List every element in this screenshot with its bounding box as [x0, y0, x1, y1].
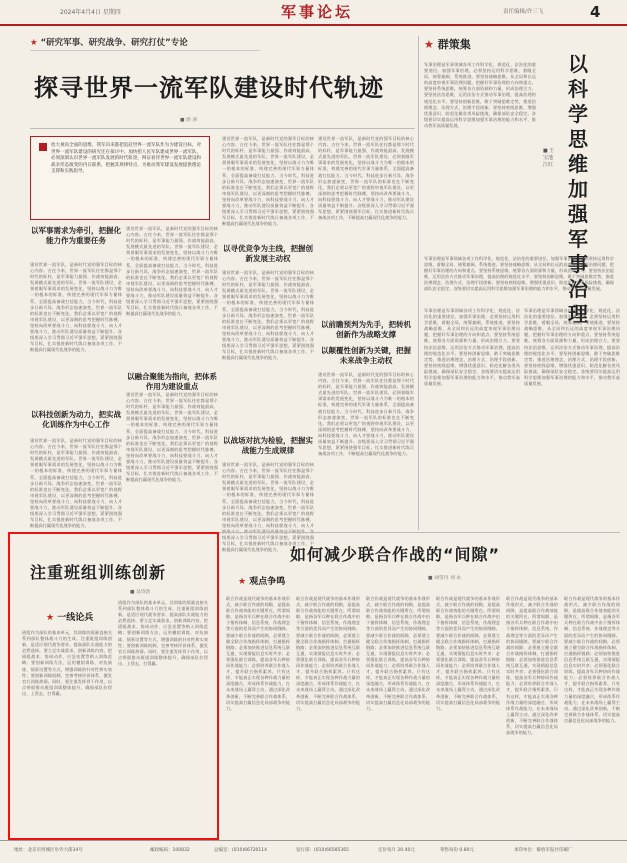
right-column-title: 以科学思维加强军事治理: [568, 52, 588, 326]
intro-marker: [39, 143, 47, 151]
section-heading-1: 以军事需求为牵引，把握化能力作为重要任务: [31, 226, 121, 245]
bottom-left-column-name: [46, 610, 93, 623]
bottom-right-body-b: 联合作战是现代战争的基本作战形式，减少联合作战的间隙，是提高联合作战效能的关键所在。所谓间隙，是指各军兵种在联合作战中由于指挥体制、信息系统、作战理念等方面的差异而产生的协同缝隙。要减少联合作战的间隙，必须建立健全联合作战指挥体制，打通指挥链路；必须加快推进信息系统互联互通，实现情报信息实时共享；必须强化联合训练，提高各军兵种协同作战能力；必须培养联合作战人才，提升联合指挥素养。只有这样，才能真正实现各种作战力量的深度融合，形成体系作战能力，在未来战场上赢得主动。通过深化改革创新，不断完善联合作战体系，切实提高打赢信息化局部战争的能力。: [296, 596, 360, 711]
column-tag: [30, 36, 260, 51]
star-icon: ★: [424, 38, 434, 51]
bottom-right-byline: ■ 刘雪丹 刘 永: [428, 576, 462, 581]
main-article-body-col3c: 建设世界一流军队，是新时代党的强军目标的核心内容。古往今来，世界一流军队往往都是那个时代的标杆，是军事能力最强、作战效能最高、发展模式最先进的军队。世界一流军队建设，必须着眼军事需求的发展变化，坚持以战斗力为唯一的根本的标准，构建完善的现代军事力量体系，全面提高备战打仗能力。当今时代，科技进步日新月异，战争形态加速演变，世界一流军队的标准也在不断变化。我们必须以更宽广的视野审视军队建设，以更深刻的思考把握时代脉搏，坚持向改革要战斗力、向科技要战斗力、向人才 级要深入学习贯彻习近平强军思想，紧紧围绕强军目标，扎实推进新时代练兵备战各项工作，不断提高打赢现代化战争的能力。: [222, 462, 314, 553]
page-number: 4: [590, 3, 601, 21]
footer-price-daily: 零售每份 0.80元: [440, 848, 474, 853]
footer-printer: 承印单位：解放军报社印刷厂: [514, 848, 573, 853]
main-article-body-col4b: 建设世界一流军队，是新时代党的强军目标的核心内容。古往今来，世界一流军队往往都是那个时代的标杆，是军事能力最强、作战效能最高、发展模式最先进的军队。世界一流军队建设，必须着眼军事需求的发展变化，坚持以战斗力为唯一的根本的标准，构建完善的现代军事力量体系，全面提高备战打仗能力。当今时代，科技进步日新月异，战争形态加速演变，世界一流军队的标准也在不断变化。我们必须以更宽广的视野审视军队建设，以更深刻的思考把握时代脉搏，坚持向改革要战斗力、向科技要战斗力、向人才要战斗力，推动军队建设质量效益不断提升。各级要深入学习贯彻习近平强军思想，紧紧围绕强军目标，扎实推进新时代练兵备战各项工作，不断提高打赢现代化战争的能力。: [318, 372, 414, 457]
column-divider: [418, 36, 419, 530]
main-article-body-col1a: 建设世界一流军队，是新时代党的强军目标的核心内容。古往今来，世界一流军队往往都是那个时代的标杆，是军事能力最强、作战效能最高、发展模式最先进的军队。世界一流军队建设，必须着眼军事需求的发展变化，坚持以战斗力为唯一的根本的标准，构建完善的现代军事力量体系，全面提高备战打仗能力。当今时代，科技进步日新月异，战争形态加速演变，世界一流军队的标准也在不断变化。我们必须以更宽广的视野审视军队建设，以更深刻的思考把握时代脉搏，坚持向改革要战斗力、向科技要战斗力、向人才要战斗力，推动军队建设质量效益不断提升。各级要深入学习贯彻习近平强军思想，紧紧围绕强军目标，扎实推进新时代练兵备战各项工作，不断提高打赢现代化战争的能力。: [30, 262, 122, 353]
main-article-body-col2b: 建设世界一流军队，是新时代党的强军目标的核心内容。古往今来，世界一流军队往往都是那个时代的标杆，是军事能力最强、作战效能最高、发展模式最先进的军队。世界一流军队建设，必须着眼军事需求的发展变化，坚持以战斗力为唯一的根本的标准，构建完善的现代军事力量体系，全面提高备战打仗能力。当今时代，科技进步日新月异，战争形态加速演变，世界一流军队的标准也在不断变化。我们必须以更宽广的视野审视军队建设，以更深刻的思考把握时代脉搏，坚持向改革要战斗力、向科技要战斗力、向人才要战斗力，推动军队建设质量效益不断提升。各级要深入学习贯彻习近平强军思想，紧紧围绕强军目标，扎实推进新时代练兵备战各项工作，不断提高打赢现代化战争的能力。: [126, 392, 218, 483]
bottom-right-body-c: 联合作战是现代战争的基本作战形式，减少联合作战的间隙，是提高联合作战效能的关键所在。所谓间隙，是指各军兵种在联合作战中由于指挥体制、信息系统、作战理念等方面的差异而产生的协同缝隙。要减少联合作战的间隙，必须建立健全联合作战指挥体制，打通指挥链路；必须加快推进信息系统互联互通，实现情报信息实时共享；必须强化联合训练，提高各军兵种协同作战能力；必须培养联合作战人才，提升联合指挥素养。只有这样，才能真正实现各种作战力量的深度融合，形成体系作战能力，在未来战场上赢得主动。通过深化改革创新，不断完善联合作战体系，切实提高打赢信息化局部战争的能力。: [366, 596, 430, 711]
main-article-body-col4a: 建设世界一流军队，是新时代党的强军目标的核心内容。古往今来，世界一流军队往往都是那个时代的标杆，是军事能力最强、作战效能最高、发展模式最先进的军队。世界一流军队建设，必须着眼军事需求的发展变化，坚持以战斗力为唯一的根本的标准，构建完善的现代军事力量体系，全面提高备战打仗能力。当今时代，科技进步日新月异，战争形态加速演变，世界一流军队的标准也在不断变化。我们必须以更宽广的视野审视军队建设，以更深刻的思考把握时代脉搏，坚持向改革要战斗力、向科技要战斗力、向人才要战斗力，推动军队建设质量效益不断提升。各级要深入学习贯彻习近平强军思想，紧紧围绕强军目标，扎实推进新时代练兵备战各项工作，不断提高打赢现代化战争的能力。: [318, 136, 414, 221]
page-editors: 责任编辑/许三飞: [503, 9, 544, 15]
right-column-body-c: 军事治理是军事领域各项工作科学化、规范化、法治化的重要途径。加强军事治理，必须坚持运用科学思维，着眼全局，统筹兼顾，系统推进。要坚持战略思维，从全局和长远的高度审视军事治理问题，把握好军事治理的方向和重点。要坚持系统思维，统筹各方面资源和力量，形成治理合力。要坚持法治思维，运用法治方式推动军事治理，提高治理的规范化水平。要坚持创新思维，敢于突破思维定势，推进治理理念、治理方式、治理手段创新。要坚持底线思维，增强忧患意识，防范化解各类风险挑战，确保部队安全稳定。各级要切实提高运用科学思维加强军事治理的能力和水平，推动我军高质量发展。: [424, 308, 520, 387]
main-article-title: 探寻世界一流军队建设时代轨迹: [34, 74, 384, 102]
footer-price-monthly: 定价每月 20.40元: [378, 848, 415, 853]
section-heading-6: 以前瞻预判为先手，把转机创新作为战略支撑: [321, 320, 411, 339]
star-icon: ★: [238, 577, 247, 587]
star-icon: ★: [30, 38, 38, 48]
page-masthead: 军事论坛: [280, 3, 353, 21]
main-article-byline: ■ 徐 涛: [180, 118, 198, 123]
right-column-body-a: 军事治理是军事领域各项工作科学化、规范化、法治化的重要途径。加强军事治理，必须坚持运用科学思维，着眼全局，统筹兼顾，系统推进。要坚持战略思维，从全局和长远的高度审视军事治理问题，把握好军事治理的方向和重点。要坚持系统思维，统筹各方面资源和力量，形成治理合力。要坚持法治思维，运用法治方式推动军事治理，提高治理的规范化水平。要坚持创新思维，敢于突破思维定势，推进治理理念、治理方式、治理手段创新。要坚持底线思维，增强忧患意识，防范化解各类风险挑战，确保部队安全稳定。各级要切实提高运用科学思维加强军事治理的能力和水平，推动我军高质量发展。: [424, 62, 536, 128]
bottom-right-title: 如何减少联合作战的“间隙”: [290, 545, 501, 564]
section-heading-4: 以寻优竞争为主线，把握创新发展主动权: [223, 244, 313, 263]
right-column-body-d: 军事治理是军事领域各项工作科学化、规范化、法治化的重要途径。加强军事治理，必须坚持运用科学思维，着眼全局，统筹兼顾，系统推进。要坚持战略思维，从全局和长远的高度审视军事治理问题，把握好军事治理的方向和重点。要坚持系统思维，统筹各方面资源和力量，形成治理合力。要坚持法治思维，运用法治方式推动军事治理，提高治理的规范化水平。要坚持创新思维，敢于突破思维定势，推进治理理念、治理方式、治理手段创新。要坚持底线思维，增强忧患意识，防范化解各类风险挑战，确保部队安全稳定。各级要切实提高运用科学思维加强军事治理的能力和水平，推动我军高质量发展。: [524, 308, 620, 387]
main-article-body-col2a: 建设世界一流军队，是新时代党的强军目标的核心内容。古往今来，世界一流军队往往都是那个时代的标杆，是军事能力最强、作战效能最高、发展模式最先进的军队。世界一流军队建设，必须着眼军事需求的发展变化，坚持以战斗力为唯一的根本的标准，构建完善的现代军事力量体系，全面提高备战打仗能力。当今时代，科技进步日新月异，战争形态加速演变，世界一流军队的标准也在不断变化。我们必须以更宽广的视野审视军队建设，以更深刻的思考把握时代脉搏，坚持向改革要战斗力、向科技要战斗力、向人才要战斗力，推动军队建设质量效益不断提升。各级要深入学习贯彻习近平强军思想，紧紧围绕强军目标，扎实推进新时代练兵备战各项工作，不断提高打赢现代化战争的能力。: [126, 226, 218, 317]
bottom-right-body-e: 联合作战是现代战争的基本作战形式，减少联合作战的间隙，是提高联合作战效能的关键所在。所谓间隙，是指各军兵种在联合作战中由于指挥体制、信息系统、作战理念等方面的差异而产生的协同缝隙。要减少联合作战的间隙，必须建立健全联合作战指挥体制，打通指挥链路；必须加快推进信息系统互联互通，实现情报信息实时共享；必须强化联合训练，提高各军兵种协同作战能力；必须培养联合作战人才，提升联合指挥素养。只有这样，才能真正实现各种作战力量的深度融合，形成体系作战能力，在未来战场上赢得主动。通过深化改革创新，不断完善联合作战体系，切实提高打赢信息化局部战争的能力。: [506, 596, 558, 736]
intro-box: [30, 136, 210, 220]
bottom-left-byline: ■ 吴诗浩: [130, 590, 151, 595]
bottom-left-body-a: 班组作为部队的基本单元，其训练的质量直接关系到部队整体战斗力的生成。注重班组训练创新，是适应现代战争要求、提高部队实战能力的必然选择。要立足实战需求，创新训练内容，把班组战术、协同动作、应急处置等纳入训练范畴；要创新训练方法，运用模拟训练、对抗演练、情景设置等方式，增强训练的针对性和实效性；要创新训练机制，完善考核评价体系，激发官兵训练热情。同时，要注重发挥骨干作用，以点带面推动班组训练整体提升，确保部队拉得出、上得去、打得赢。: [22, 630, 112, 696]
bottom-right-body-d: 联合作战是现代战争的基本作战形式，减少联合作战的间隙，是提高联合作战效能的关键所在。所谓间隙，是指各军兵种在联合作战中由于指挥体制、信息系统、作战理念等方面的差异而产生的协同缝隙。要减少联合作战的间隙，必须建立健全联合作战指挥体制，打通指挥链路；必须加快推进信息系统互联互通，实现情报信息实时共享；必须强化联合训练，提高各军兵种协同作战能力；必须培养联合作战人才，提升联合指挥素养。只有这样，才能真正实现各种作战力量的深度融合，形成体系作战能力，在未来战场上赢得主动。通过深化改革创新，不断完善联合作战体系，切实提高打赢信息化局部战争的能力。: [436, 596, 500, 711]
issue-date: 2024年4月4日 星期四: [60, 9, 121, 16]
star-icon: ★: [46, 613, 55, 623]
main-article-body-col3b: 建设世界一流军队，是新时代党的强军目标的核心内容。古往今来，世界一流军队往往都是那个时代的标杆，是军事能力最强、作战效能最高、发展模式最先进的军队。世界一流军队建设，必须着眼军事需求的发展变化，坚持以战斗力为唯一的根本的标准，构建完善的现代军事力量体系，全面提高备战打仗能力。当今时代，科技进步日新月异，战争形态加速演变，世界一流军队的标准也在不断变化。我们必须以更宽广的视野审视军队建设，以更深刻的思考把握时代脉搏，坚持向改革要战斗力、向科技要战斗力、向人才要战斗力，推动军队建设质量效益不断提升。各级要深入学习贯彻习近平强军思想，紧紧围绕强军目标，扎实推进新时代练兵备战各项工作，不断提高打赢现代化战争的能力。: [222, 270, 314, 361]
bottom-right-column-name: [238, 574, 285, 587]
footer-postcode: 邮政编码：100832: [150, 848, 190, 853]
bottom-left-body-b: 班组作为部队的基本单元，其训练的质量直接关系到部队整体战斗力的生成。注重班组训练创新，是适应现代战争要求、提高部队实战能力的必然选择。要立足实战需求，创新训练内容，把班组战术、协同动作、应急处置等纳入训练范畴；要创新训练方法，运用模拟训练、对抗演练、情景设置等方式，增强训练的针对性和实效性；要创新训练机制，完善考核评价体系，激发官兵训练热情。同时，要注重发挥骨干作用，以点带面推动班组训练整体提升，确保部队拉得出、上得去、打得赢。: [118, 600, 208, 666]
bottom-right-body-f: 联合作战是现代战争的基本作战形式，减少联合作战的间隙，是提高联合作战效能的关键所在。所谓间隙，是指各军兵种在联合作战中由于指挥体制、信息系统、作战理念等方面的差异而产生的协同缝隙。要减少联合作战的间隙，必须建立健全联合作战指挥体制，打通指挥链路；必须加快推进信息系统互联互通，实现情报信息实时共享；必须强化联合训练，提高各军兵种协同作战能力；必须培养联合作战人才，提升联合指挥素养。只有这样，才能真正实现各种作战力量的深度融合，形成体系作战能力，在未来战场上赢得主动。通过深化改革创新，不断完善联合作战体系，切实提高打赢信息化局部战争的能力。: [564, 596, 620, 723]
right-column-name: 群策集: [437, 38, 471, 51]
right-column-byline: ■ 王宝池 江红: [543, 148, 555, 168]
main-article-body-col3a: 建设世界一流军队，是新时代党的强军目标的核心内容。古往今来，世界一流军队往往都是那个时代的标杆，是军事能力最强、作战效能最高、发展模式最先进的军队。世界一流军队建设，必须着眼军事需求的发展变化，坚持以战斗力为唯一的根本的标准，构建完善的现代军事力量体系，全面提高备战打仗能力。当今时代，科技进步日新月异，战争形态加速演变，世界一流军队的标准也在不断变化。我们必须以更宽广的视野审视军队建设，以更深刻的思考把握时代脉搏，坚持向改革要战斗力、向科技要战斗力、向人才要战斗力，推动军队建设质量效益不断提升。各级要深入学习贯彻习近平强军思想，紧紧围绕强军目标，扎实推进新时代练兵备战各项工作，不断提高打赢现代化战争的能力。: [222, 136, 314, 227]
footer-address: 地址：北京市西城区阜外大街34号: [14, 848, 83, 853]
bottom-right-column-text: 观点争鸣: [249, 577, 286, 587]
bottom-left-title: 注重班组训练创新: [30, 563, 167, 582]
bottom-right-body-a: 联合作战是现代战争的基本作战形式，减少联合作战的间隙，是提高联合作战效能的关键所在。所谓间隙，是指各军兵种在联合作战中由于指挥体制、信息系统、作战理念等方面的差异而产生的协同缝隙。要减少联合作战的间隙，必须建立健全联合作战指挥体制，打通指挥链路；必须加快推进信息系统互联互通，实现情报信息实时共享；必须强化联合训练，提高各军兵种协同作战能力；必须培养联合作战人才，提升联合指挥素养。只有这样，才能真正实现各种作战力量的深度融合，形成体系作战能力，在未来战场上赢得主动。通过深化改革创新，不断完善联合作战体系，切实提高打赢信息化局部战争的能力。: [226, 596, 290, 711]
main-article-body-col1b: 建设世界一流军队，是新时代党的强军目标的核心内容。古往今来，世界一流军队往往都是那个时代的标杆，是军事能力最强、作战效能最高、发展模式最先进的军队。世界一流军队建设，必须着眼军事需求的发展变化，坚持以战斗力为唯一的根本的标准，构建完善的现代军事力量体系，全面提高备战打仗能力。当今时代，科技进步日新月异，战争形态加速演变，世界一流军队的标准也在不断变化。我们必须以更宽广的视野审视军队建设，以更深刻的思考把握时代脉搏，坚持向改革要战斗力、向科技要战斗力、向人才要战斗力，推动军队建设质量效益不断提升。各级要深入学习贯彻习近平强军思想，紧紧围绕强军目标，扎实推进新时代练兵备战各项工作，不断提高打赢现代化战争的能力。: [30, 438, 122, 529]
section-heading-2: 以融合聚能为指向，把体系作用为建设重点: [127, 372, 217, 391]
footer-phone: 总编室：(010)66720114: [214, 848, 268, 853]
section-heading-7: 以颠覆性创新为关键，把握未来战争主动权: [321, 346, 411, 365]
right-column-header: [424, 36, 554, 58]
title-divider: [30, 128, 415, 129]
right-column-body-b: 军事治理是军事领域各项工作科学化、规范化、法治化的重要途径。加强军事治理，必须坚持运用科学思维，着眼全局，统筹兼顾，系统推进。要坚持战略思维，从全局和长远的高度审视军事治理问题，把握好军事治理的方向和重点。要坚持系统思维，统筹各方面资源和力量，形成治理合力。要坚持法治思维，运用法治方式推动军事治理，提高治理的规范化水平。要坚持创新思维，敢于突破思维定势，推进治理理念、治理方式、治理手段创新。要坚持底线思维，增强忧患意识，防范化解各类风险挑战，确保部队安全稳定。各级要切实提高运用科学思维加强军事治理的能力和水平，推动我军高质量发展。: [424, 256, 614, 292]
column-tag-text: “研究军事、研究战争、研究打仗”专论: [40, 38, 188, 48]
bottom-left-column-text: 一线论兵: [57, 613, 94, 623]
section-heading-5: 以战场对抗为检验，把握实战能力生成规律: [223, 436, 313, 455]
section-heading-3: 以科技创新为动力，把实战化训练作为中心工作: [31, 410, 121, 429]
intro-text: 放大视角全面的思维，我军向来都把追赶世界一流军队作为为建设目标，对世界一流军队建设的研究还在探讨中。加快把人民军队建成世界一流军队，必须深刻认识世界一流军队发展的时代轨迹，辩证看待世界一流军队建设和战争形态演变的内在联系，把握其规律特点，为推动我军建设发展提供理论支撑和实践指导。: [51, 143, 201, 175]
page-footer: [0, 840, 627, 863]
footer-fax: 发行部：(010)66585365: [296, 848, 350, 853]
